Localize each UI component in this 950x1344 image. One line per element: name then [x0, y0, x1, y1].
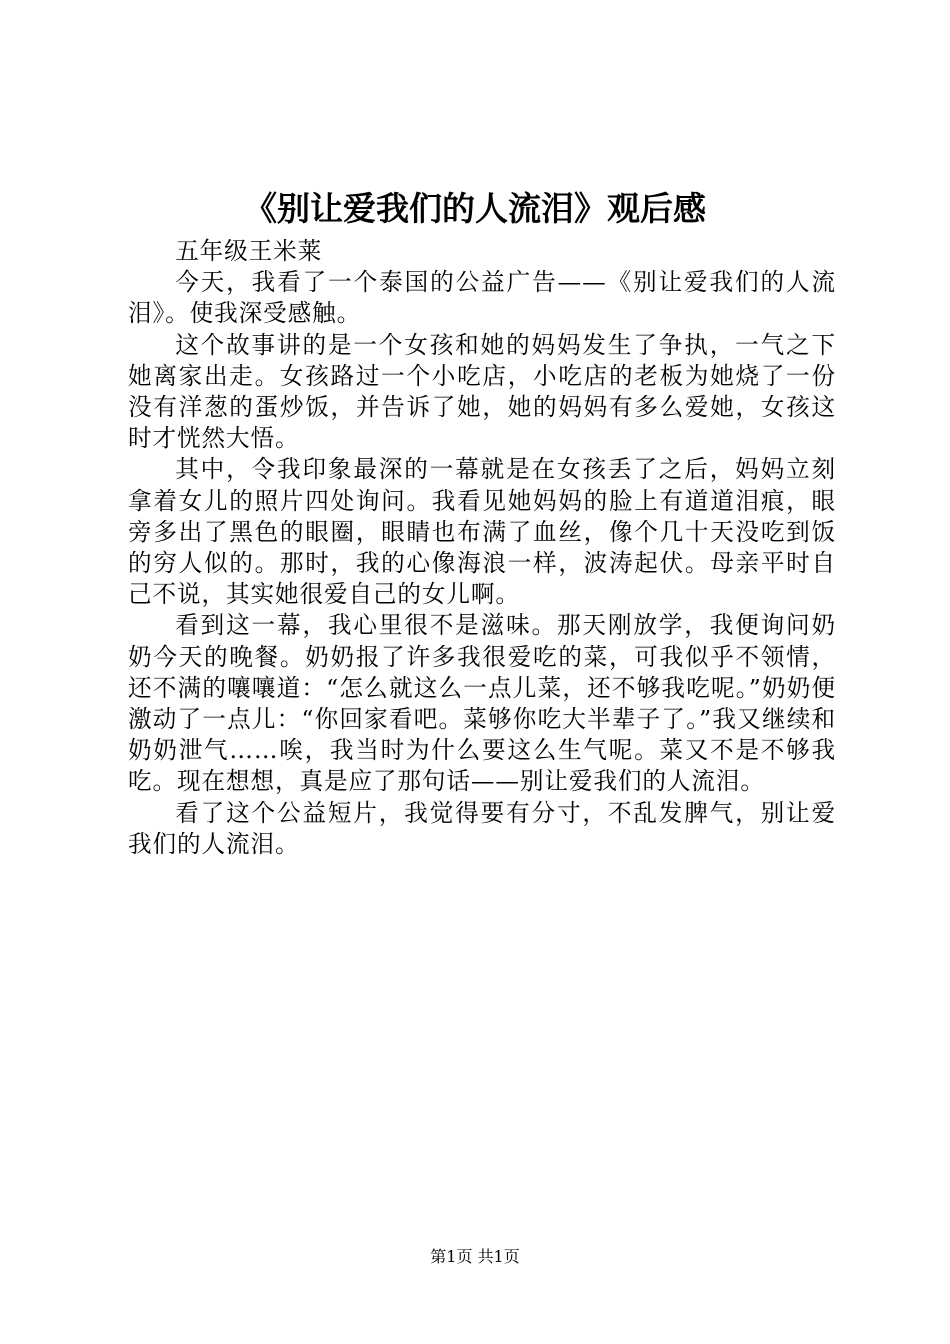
- author-line: 五年级王米莱: [175, 237, 323, 265]
- document-title: 《别让爱我们的人流泪》观后感: [244, 189, 706, 228]
- paragraph: 今天，我看了一个泰国的公益广告——《别让爱我们的人流泪》。使我深受感触。: [128, 268, 836, 328]
- document-body: [128, 236, 836, 860]
- paragraph: 看了这个公益短片，我觉得要有分寸，不乱发脾气，别让爱我们的人流泪。: [128, 798, 836, 858]
- paragraph: 这个故事讲的是一个女孩和她的妈妈发生了争执，一气之下她离家出走。女孩路过一个小吃店，小吃店的老板为她烧了一份没有洋葱的蛋炒饭，并告诉了她，她的妈妈有多么爱她，女孩这时才恍然大悟。: [128, 330, 836, 453]
- paragraph: 其中，令我印象最深的一幕就是在女孩丢了之后，妈妈立刻拿着女儿的照片四处询问。我看见她妈妈的脸上有道道泪痕，眼旁多出了黑色的眼圈，眼睛也布满了血丝，像个几十天没吃到饭的穷人似的。那时，我的心像海浪一样，波涛起伏。母亲平时自己不说，其实她很爱自己的女儿啊。: [128, 455, 836, 609]
- page-number-footer: 第1页 共1页: [430, 1247, 520, 1266]
- paragraph: 看到这一幕，我心里很不是滋味。那天刚放学，我便询问奶奶今天的晚餐。奶奶报了许多我很爱吃的菜，可我似乎不领情，还不满的嚷嚷道：“怎么就这么一点儿菜，还不够我吃呢。”奶奶便激动了一点儿：“你回家看吧。菜够你吃大半辈子了。”我又继续和奶奶泄气……唉，我当时为什么要这么生气呢。菜又不是不够我吃。现在想想，真是应了那句话——别让爱我们的人流泪。: [128, 611, 836, 796]
